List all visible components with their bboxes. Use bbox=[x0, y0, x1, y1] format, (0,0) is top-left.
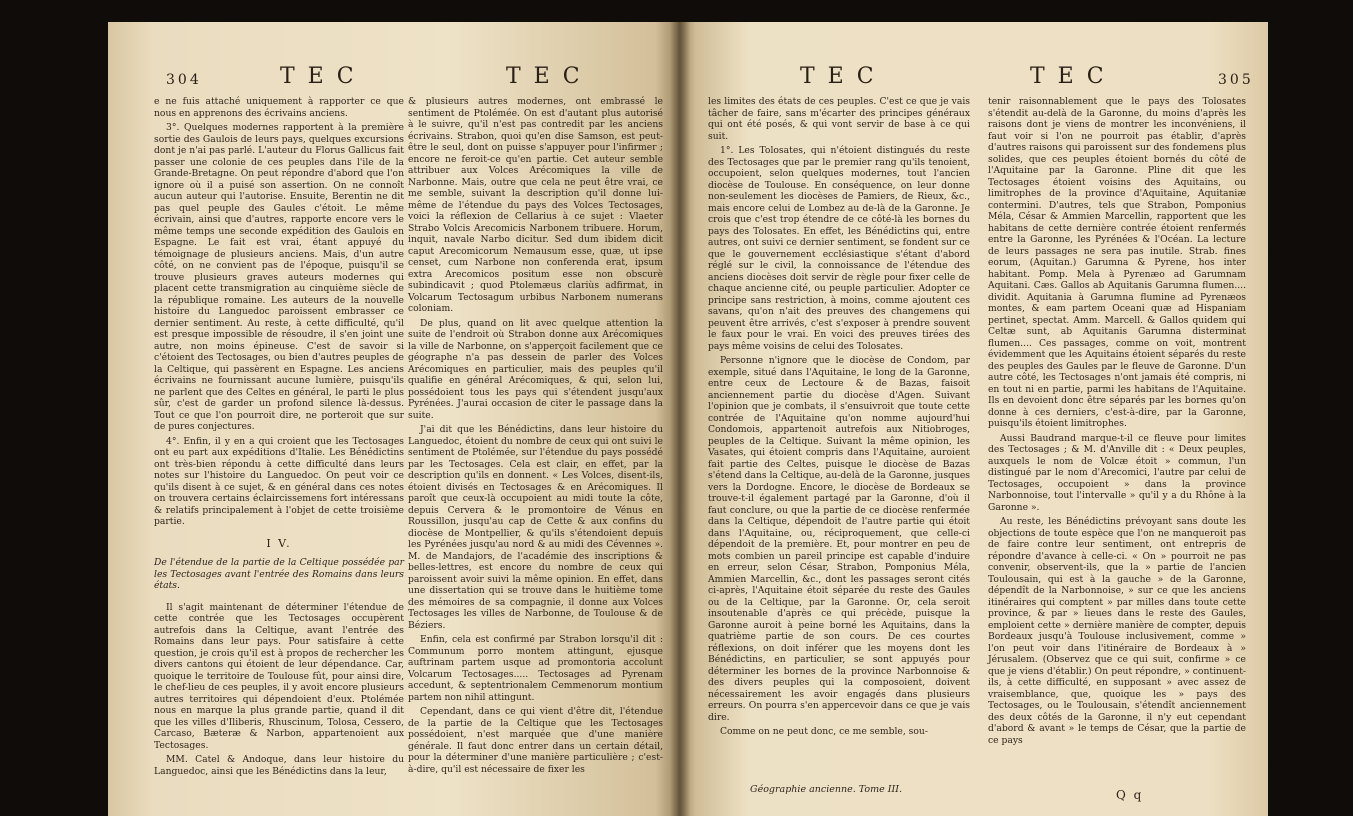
right-running-head bbox=[678, 64, 1268, 94]
paragraph: 4°. Enfin, il y en a qui croient que les Tectosages ont eu part aux expéditions d'Italie. Les Bénédictins ont très-bien répondu à cette difficulté dans leurs notes sur l'histoire du Languedoc. On peut voir ce qu'ils disent à ce sujet, & en général dans ces notes on trouvera certains éclaircissemens fort intéressans & relatifs principalement à l'objet de cette troisième partie. bbox=[154, 435, 404, 527]
left-page-number: 304 bbox=[166, 72, 202, 88]
left-column-1 bbox=[154, 96, 404, 780]
open-book bbox=[108, 22, 1268, 816]
right-head-word-2: T E C bbox=[1030, 64, 1107, 89]
right-head-word-1: T E C bbox=[800, 64, 877, 89]
right-page bbox=[678, 22, 1268, 816]
left-running-head bbox=[108, 64, 678, 94]
section-numeral: I V. bbox=[266, 536, 292, 550]
paragraph: 1°. Les Tolosates, qui n'étoient distingués du reste des Tectosages que par le premier rang qu'ils tenoient, occupoient, selon quelques modernes, tout l'ancien diocèse de Toulouse. En conséquence, on leur donne non-seulement les diocèses de Pamiers, de Rieux, &c., mais encore celui de Lombez au de-là de la Garonne. Je crois que c'est trop étendre de ce côté-là les bornes du pays des Tolosates. En effet, les Bénédictins qui, entre autres, ont suivi ce dernier sentiment, se fondent sur ce que le gouvernement ecclésiastique s'étant d'abord réglé sur le civil, la connoissance de l'étendue des anciens diocèses doit servir de règle pour fixer celle de chaque ancienne cité, ou peuple particulier. Adopter ce principe sans restriction, à moins, comme ajoutent ces savans, qu'on n'ait des preuves des changemens qui peuvent être arrivés, c'est s'exposer à prendre souvent le faux pour le vrai. En voici des preuves tirées des pays même voisins de celui des Tolosates. bbox=[708, 145, 970, 352]
left-head-word-2: T E C bbox=[506, 64, 583, 89]
paragraph: Personne n'ignore que le diocèse de Condom, par exemple, situé dans l'Aquitaine, le long de la Garonne, entre ceux de Lectoure & de Bazas, faisoit anciennement partie du diocèse d'Agen. Suivant l'opinion que je combats, il s'ensuivroit que toute cette contrée de l'Aquitaine qu'on nomme aujourd'hui Condomois, appartenoit autrefois aux Nitiobroges, peuples de la Celtique. Suivant la même opinion, les Vasates, qui étoient compris dans l'Aquitaine, auroient fait partie des Celtes, puisque le diocèse de Bazas s'étend dans la Celtique, au-delà de la Garonne, jusques vers la Dordogne. Encore, le diocèse de Bordeaux se trouve-t-il également partagé par la Garonne, d'où il faut conclure, ou que la partie de ce diocèse renfermée dans la Celtique, dépendoit de l'autre partie qui étoit dans l'Aquitaine, ou, réciproquement, que celle-ci dépendoit de la première. Et, pour montrer en peu de mots combien un pareil principe est capable d'induire en erreur, selon César, Strabon, Pomponius Méla, Ammien Marcellin, &c., dont les passages seront cités ci-après, l'Aquitaine étoit séparée du reste des Gaules ou de la Celtique, par la Garonne. Or, cela seroit insoutenable d'après ce qui précède, puisque la Garonne auroit à peine borné les Aquitains, dans la quatrième partie de son cours. De ces courtes réflexions, on doit inférer que les moyens dont les Bénédictins, en particulier, se sont appuyés pour déterminer les bornes de la province Narbonnoise & des divers peuples qui la composoient, doivent nécessairement les avoir engagés dans plusieurs erreurs. On pourra s'en appercevoir dans ce que je vais dire. bbox=[708, 355, 970, 723]
paragraph: Au reste, les Bénédictins prévoyant sans doute les objections de toute espèce que l'on ne manqueroit pas de faire contre leur sentiment, ont entrepris de répondre d'avance à celle-ci. « On » pourroit ne pas convenir, observent-ils, que la » partie de l'ancien Toulousain, qui est à la gauche » de la Garonne, dépendît de la Narbonnoise, » sur ce que les anciens itinéraires qui comptent » par milles dans toute cette province, & par » lieues dans le reste des Gaules, emploient cette » dernière manière de compter, depuis Bordeaux jusqu'à Toulouse inclusivement, comme » l'on peut voir dans l'itinéraire de Bordeaux à » Jérusalem. (Observez que ce qui suit, confirme » ce que je viens d'établir.) On peut répondre, » continuent-ils, à cette difficulté, en supposant » avec assez de vraisemblance, que, quoique les » pays des Tectosages, ou le Toulousain, s'étendît anciennement des deux côtés de la Garonne, il n'y eut cependant d'abord & avant » le temps de César, que la partie de ce pays bbox=[988, 516, 1246, 746]
paragraph: e ne fuis attaché uniquement à rapporter ce que nous en apprenons des écrivains anciens. bbox=[154, 96, 404, 119]
right-column-2 bbox=[988, 96, 1246, 749]
signature-mark: Q q bbox=[1116, 788, 1144, 802]
paragraph: De plus, quand on lit avec quelque attention la suite de l'endroit où Strabon donne aux Arécomiques la ville de Narbonne, on s'apperçoit facilement que ce géographe n'a pas dessein de parler des Volces Arécomiques en particulier, mais des peuples qu'il qualifie en général Arécomiques, & qui, selon lui, possédoient tous les pays qui s'étendent jusqu'aux Pyrénées. J'aurai occasion de citer le passage dans la suite. bbox=[408, 317, 663, 421]
paragraph: les limites des états de ces peuples. C'est ce que je vais tâcher de faire, sans m'écarter des principes généraux qui ont été posés, & qui vont servir de base à ce qui suit. bbox=[708, 96, 970, 142]
paragraph: J'ai dit que les Bénédictins, dans leur histoire du Languedoc, étoient du nombre de ceux qui ont suivi le sentiment de Ptolémée, sur l'étendue du pays possédé par les Tectosages. Cela est clair, en effet, par la description qu'ils en donnent. « Les Volces, disent-ils, étoient divisés en Tectosages & en Arécomiques. Il paroît que ceux-là occupoient au midi toute la côte, depuis Cervera & le promontoire de Vénus en Roussillon, jusqu'au cap de Cette & aux confins du diocèse de Montpellier, & qu'ils s'étendoient depuis les Pyrénées jusqu'au nord & au midi des Cévennes ». M. de Mandajors, de l'académie des inscriptions & belles-lettres, est encore du nombre de ceux qui paroissent avoir suivi la même opinion. En effet, dans une dissertation qui se trouve dans le huitième tome des mémoires de sa compagnie, il donne aux Volces Tectosages les villes de Narbonne, de Toulouse & de Béziers. bbox=[408, 424, 663, 631]
paragraph: Enfin, cela est confirmé par Strabon lorsqu'il dit : Communum porro montem attingunt, ejusque auftrinam partem usque ad promontoria accolunt Volcarum Tectosages..... Tectosages ad Pyrenam accedunt, & septentrionalem Cemmenorum montium partem non nihil attingunt. bbox=[408, 634, 663, 703]
left-page bbox=[108, 22, 678, 816]
book-gutter bbox=[670, 22, 690, 816]
paragraph: tenir raisonnablement que le pays des Tolosates s'étendit au-delà de la Garonne, du moins d'après les raisons dont je viens de montrer les inconvéniens, il faut voir si l'on ne pourroit pas établir, d'après d'autres raisons qui paroissent sur des fondemens plus solides, que ces peuples étoient bornés du côté de l'Aquitaine par la Garonne. Pline dit que les Tectosages étoient voisins des Aquitains, ou limitrophes de la province d'Aquitaine, Aquitaniæ contermini. D'autres, tels que Strabon, Pomponius Méla, César & Ammien Marcellin, rapportent que les habitans de cette dernière contrée étoient renfermés entre la Garonne, les Pyrénées & l'Océan. La lecture de leurs passages ne sera pas inutile. Strab. fines eorum, (Aquitan.) Garumna & Pyrene, hos inter habitant. Pomp. Mela à Pyrenæo ad Garumnam Aquitani. Cæs. Gallos ab Aquitanis Garumna flumen.... dividit. Aquitania à Garumna flumine ad Pyrenæos montes, & eam partem Oceani quæ ad Hispaniam pertinet, spectat. Amm. Marcell. & Gallos quidem qui Celtæ sunt, ab Aquitanis Garumna disterminat flumen.... Ces passages, comme on voit, montrent évidemment que les Aquitains étoient séparés du reste des peuples des Gaules par le fleuve de Garonne. D'un autre côté, les Tectosages n'ont jamais été compris, ni en tout ni en partie, parmi les habitans de l'Aquitaine. Ils en devoient donc être séparés par les bornes qu'on donne à ces derniers, c'est-à-dire, par la Garonne, puisqu'ils étoient limitrophes. bbox=[988, 96, 1246, 429]
left-column-2 bbox=[408, 96, 663, 778]
paragraph: Aussi Baudrand marque-t-il ce fleuve pour limites des Tectosages ; & M. d'Anville dit : « Deux peuples, auxquels le nom de Volcæ étoit » commun, l'un distingué par le nom d'Arecomici, l'autre par celui de Tectosages, occupoient » dans la province Narbonnoise, tout l'intervalle » qu'il y a du Rhône à la Garonne ». bbox=[988, 432, 1246, 513]
paragraph: & plusieurs autres modernes, ont embrassé le sentiment de Ptolémée. On est d'autant plus autorisé à le suivre, qu'il n'est pas contredit par les anciens écrivains. Strabon, quoi qu'en dise Samson, est peut-être le seul, dont on puisse s'appuyer pour l'infirmer ; encore ne feroit-ce qu'en partie. Cet auteur semble attribuer aux Volces Arécomiques la ville de Narbonne. Mais, outre que cela ne peut être vrai, ce me semble, suivant la description qu'il donne lui-même de l'étendue du pays des Volces Tectosages, voici la réflexion de Cellarius à ce sujet : Vlaeter Strabo Volcis Arecomicis Narbonem tribuere. Horum, inquit, navale Narbo dicitur. Sed dum ibidem dicit caput Arecomicorum Nemausum esse, quæ, ut ipse censet, cum Narbone non conferenda erat, ipsum extra Arecomicos positum esse non obscurè subindicavit ; quod Ptolemæus clariùs adfirmat, in Volcarum Tectosagum urbibus Narbonem numerans coloniam. bbox=[408, 96, 663, 314]
right-page-number: 305 bbox=[1218, 72, 1254, 88]
paragraph: Cependant, dans ce qui vient d'être dit, l'étendue de la partie de la Celtique que les Tectosages possédoient, n'est marquée que d'une manière générale. Il faut donc entrer dans un certain détail, pour la déterminer d'une manière particulière ; c'est-à-dire, qu'il est nécessaire de fixer les bbox=[408, 706, 663, 775]
right-column-1 bbox=[708, 96, 970, 741]
left-head-word-1: T E C bbox=[280, 64, 357, 89]
paragraph: 3°. Quelques modernes rapportent à la première sortie des Gaulois de leurs pays, quelques excursions dont je n'ai pas parlé. L'auteur du Florus Gallicus fait passer une colonie de ces peuples dans l'ile de la Grande-Bretagne. On peut répondre d'abord que l'on ignore où il a puisé son assertion. On ne connoît aucun auteur qui l'autorise. Ensuite, Berentin ne dit pas quel peuple des Gaules c'étoit. Le même écrivain, ainsi que d'autres, rapporte encore vers le même temps une seconde expédition des Gaulois en Espagne. Le fait est vrai, étant appuyé du témoignage de plusieurs anciens. Mais, d'un autre côté, on ne convient pas de l'époque, puisqu'il se trouve plusieurs graves auteurs modernes qui placent cette transmigration au cinquième siècle de la république romaine. Les auteurs de la nouvelle histoire du Languedoc paroissent embrasser ce dernier sentiment. Au reste, à cette difficulté, qu'il est presque impossible de résoudre, il s'en joint une autre, non moins épineuse. C'est de savoir si c'étoient des Tectosages, ou bien d'autres peuples de la Celtique, qui passèrent en Espagne. Les anciens écrivains ne fournissant aucune lumière, puisqu'ils ne parlent que des Celtes en général, le parti le plus sûr, c'est de garder un profond silence là-dessus. Tout ce que l'on pourroit dire, ne porteroit que sur de pures conjectures. bbox=[154, 122, 404, 432]
paragraph: Comme on ne peut donc, ce me semble, sou- bbox=[720, 726, 928, 737]
paragraph: Il s'agit maintenant de déterminer l'étendue de cette contrée que les Tectosages occupèrent autrefois dans la Celtique, avant l'entrée des Romains dans leur pays. Pour satisfaire à cette question, je crois qu'il est à propos de rechercher les divers cantons qui étoient de leur dépendance. Car, quoique le territoire de Toulouse fût, pour ainsi dire, le chef-lieu de ces peuples, il y avoit encore plusieurs autres territoires qui dépendoient d'eux. Ptolémée nous en marque la plus grande partie, quand il dit que les villes d'Iliberis, Rhuscinum, Tolosa, Cessero, Carcaso, Bæteræ & Narbon, appartenoient aux Tectosages. bbox=[154, 601, 404, 751]
paragraph: MM. Catel & Andoque, dans leur histoire du Languedoc, ainsi que les Bénédictins dans la leur, bbox=[154, 754, 404, 777]
footer-note: Géographie ancienne. Tome III. bbox=[750, 784, 903, 795]
section-title: De l'étendue de la partie de la Celtique possédée par les Tectosages avant l'entrée des Romains dans leurs états. bbox=[154, 557, 404, 591]
